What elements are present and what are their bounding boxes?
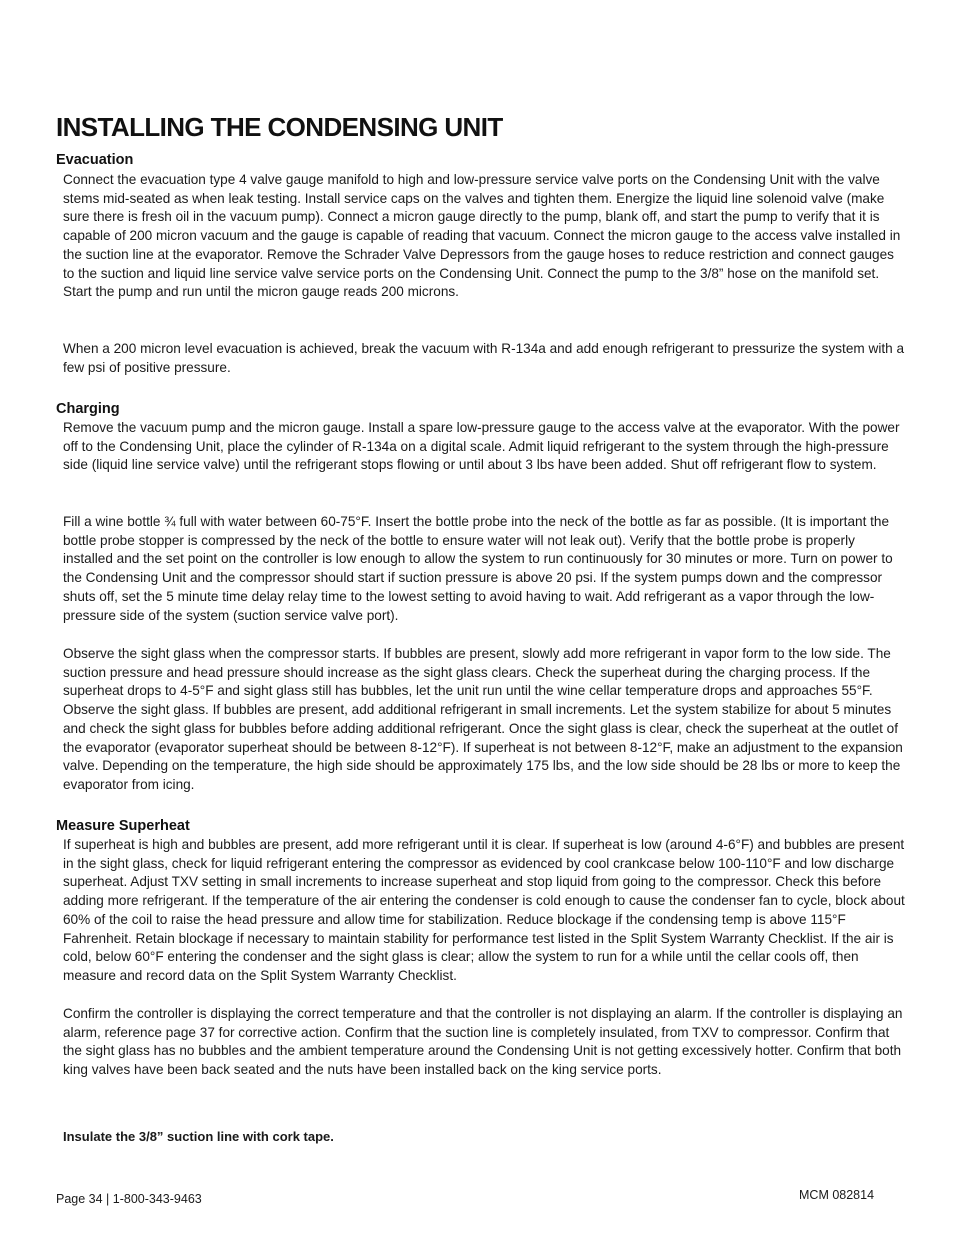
insulation-note: Insulate the 3/8” suction line with cork tape. — [63, 1129, 334, 1144]
footer-page-info: Page 34 | 1-800-343-9463 — [56, 1192, 202, 1206]
charging-paragraph-3: Observe the sight glass when the compressor starts. If bubbles are present, slowly add more refrigerant in vapor form to the low side. The suction pressure and head pressure should increase as the sight glass clears. Check the superheat during the charging process. If the superheat drops to 4-5°F and sight glass still has bubbles, let the unit run until the wine cellar temperature drops and approaches 55°F. Observe the sight glass. If bubbles are present, add additional refrigerant in small increments. Let the system stabilize for about 5 minutes and check the sight glass for bubbles before adding additional refrigerant. Once the sight glass is clear, check the superheat at the outlet of the evaporator (evaporator superheat should be between 8-12°F). If superheat is not between 8-12°F, make an adjustment to the expansion valve. Depending on the temperature, the high side should be approximately 175 lbs, and the low side should be 28 lbs or more to keep the evaporator from icing. — [63, 646, 903, 792]
charging-paragraph-1: Remove the vacuum pump and the micron gauge. Install a spare low-pressure gauge to the access valve at the evaporator. With the power off to the Condensing Unit, place the cylinder of R-134a on a digital scale. Admit liquid refrigerant to the system through the high-pressure side (liquid line service valve) until the refrigerant stops flowing or until about 3 lbs have been added. Shut off refrigerant flow to system. — [63, 420, 900, 473]
superheat-paragraph-1: If superheat is high and bubbles are present, add more refrigerant until it is clear. If superheat is low (around 4-6°F) and bubbles are present in the sight glass, check for liquid refrigerant entering the compressor as evidenced by cool crankcase below 100-110°F and low discharge superheat. Adjust TXV setting in small increments to increase superheat and stop liquid from going to the compressor. Check this before adding more refrigerant. If the temperature of the air entering the condenser is cold enough to cause the condenser fan to cycle, block about 60% of the coil to raise the head pressure and allow time for stabilization. Reduce blockage if the condensing temp is above 115°F Fahrenheit. Retain blockage if necessary to maintain stability for performance test listed in the Split System Warranty Checklist. If the air is cold, below 60°F entering the condenser and the sight glass is clear; allow the system to run for a while until the cellar cools off, then measure and record data on the Split System Warranty Checklist. — [63, 837, 905, 983]
evacuation-paragraph-2: When a 200 micron level evacuation is achieved, break the vacuum with R-134a and add enough refrigerant to pressurize the system with a few psi of positive pressure. — [63, 341, 905, 375]
charging-heading: Charging — [56, 401, 120, 417]
evacuation-heading: Evacuation — [56, 152, 134, 168]
charging-paragraph-2: Fill a wine bottle ¾ full with water between 60-75°F. Insert the bottle probe into the neck of the bottle as far as possible. (It is important the bottle probe stopper is compressed by the neck of the bottle to ensure water will not leak out). Verify that the bottle probe is properly installed and the set point on the controller is low enough to allow the system to run continuously for 30 minutes or more. Turn on power to the Condensing Unit and the compressor should start if suction pressure is above 20 psi. If the system pumps down and the compressor shuts off, set the 5 minute time delay relay time to the lowest setting to avoid having to wait. Add refrigerant as a vapor through the low-pressure side of the system (suction service valve port). — [63, 514, 893, 623]
superheat-heading: Measure Superheat — [56, 818, 190, 834]
superheat-paragraph-2: Confirm the controller is displaying the correct temperature and that the controller is not displaying an alarm. If the controller is displaying an alarm, reference page 37 for corrective action. Confirm that the suction line is completely insulated, from TXV to compressor. Confirm that the sight glass has no bubbles and the ambient temperature around the Condensing Unit is not getting excessively hotter. Confirm that both king valves have been back seated and the nuts have been installed back on the king service ports. — [63, 1006, 903, 1078]
evacuation-paragraph-1: Connect the evacuation type 4 valve gauge manifold to high and low-pressure service valve ports on the Condensing Unit with the valve stems mid-seated as when leak testing. Install service caps on the valves and tighten them. Energize the liquid line solenoid valve (make sure there is fresh oil in the vacuum pump). Connect a micron gauge directly to the pump, blank off, and start the pump to verify that it is capable of 200 micron vacuum and the gauge is capable of reading that vacuum. Connect the micron gauge to the access valve installed in the suction line at the evaporator. Remove the Schrader Valve Depressors from the gauge hoses to reduce restriction and connect gauges to the suction and liquid line service valve service ports on the Condensing Unit. Connect the pump to the 3/8” hose on the manifold set. Start the pump and run until the micron gauge reads 200 microns. — [63, 172, 901, 300]
footer-doc-code: MCM 082814 — [799, 1188, 875, 1202]
page-title: INSTALLING THE CONDENSING UNIT — [56, 112, 503, 142]
